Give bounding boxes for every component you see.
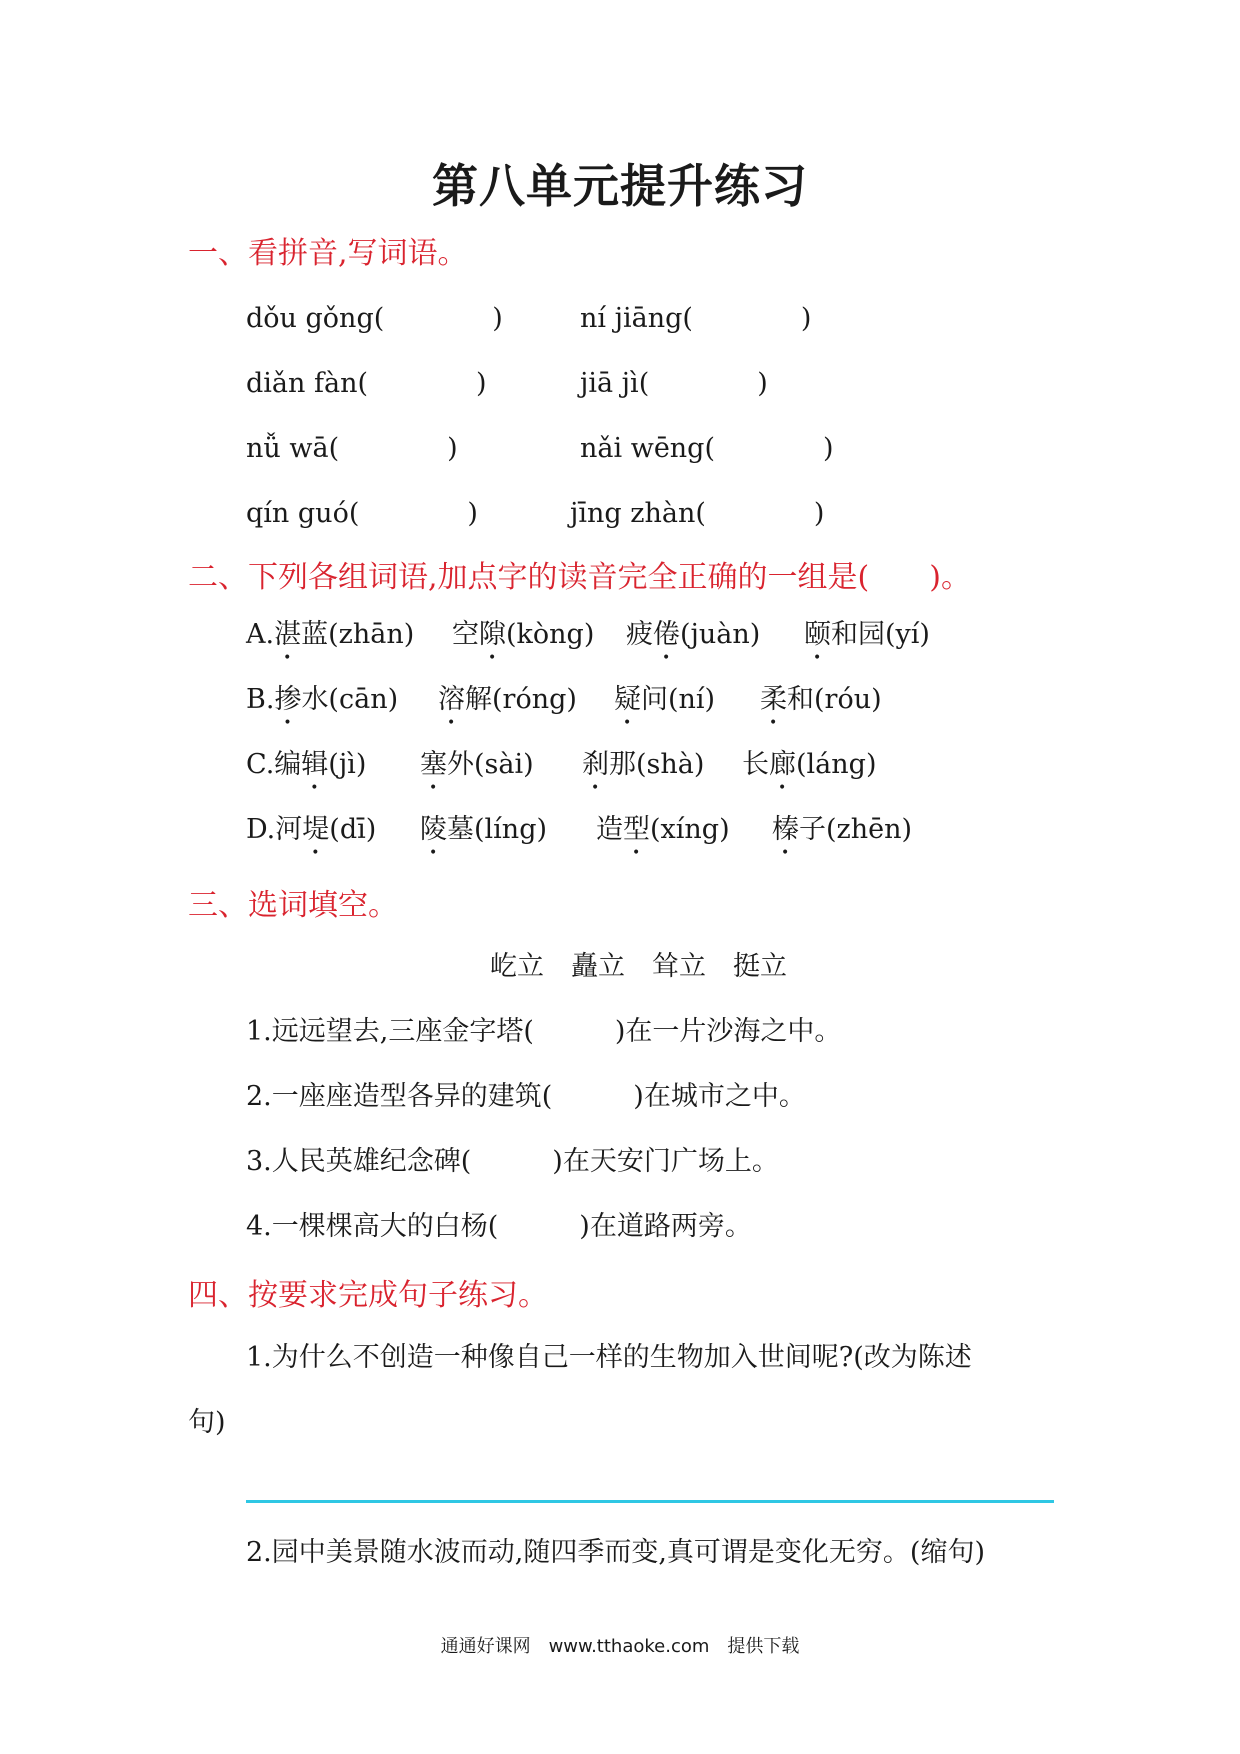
sentence-question-1-cont: 句) xyxy=(188,1407,226,1438)
section-heading-3: 三、选词填空。 xyxy=(188,888,398,923)
section-heading-4: 四、按要求完成句子练习。 xyxy=(188,1278,548,1313)
dotted-char: 湛 xyxy=(274,619,302,650)
word-bank: 屹立 矗立 耸立 挺立 xyxy=(490,951,787,982)
dotted-char: 柔 xyxy=(760,684,787,715)
option-word: 子(zhēn) xyxy=(799,814,913,845)
option-word: 河 xyxy=(275,814,303,845)
option-word: 造 xyxy=(596,814,623,845)
fill-blank-item: 4.一棵棵高大的白杨( )在道路两旁。 xyxy=(246,1211,752,1242)
fill-blank-item: 3.人民英雄纪念碑( )在天安门广场上。 xyxy=(246,1146,779,1177)
option-c-word-2 xyxy=(420,742,534,796)
option-b-word-3 xyxy=(614,677,715,731)
dotted-char: 辑 xyxy=(301,749,329,780)
option-b-word-2 xyxy=(438,677,577,731)
option-c-word-3 xyxy=(582,742,704,796)
option-word: (juàn) xyxy=(680,619,761,650)
option-b-word-4 xyxy=(760,677,882,731)
option-a-word-4 xyxy=(804,612,930,666)
page-title: 第八单元提升练习 xyxy=(432,159,808,213)
option-word: 空 xyxy=(452,619,479,650)
option-a-word-2 xyxy=(452,612,594,666)
section-heading-2: 二、下列各组词语,加点字的读音完全正确的一组是( )。 xyxy=(188,560,971,595)
option-d xyxy=(246,807,376,861)
pinyin-item: qín guó( ) xyxy=(246,498,478,529)
pinyin-item: jiā jì( ) xyxy=(580,368,768,399)
section-heading-1: 一、看拼音,写词语。 xyxy=(188,236,468,271)
fill-blank-item: 1.远远望去,三座金字塔( )在一片沙海之中。 xyxy=(246,1016,842,1047)
option-word: 和(róu) xyxy=(787,684,882,715)
option-word: 那(shà) xyxy=(609,749,705,780)
option-word: 编 xyxy=(274,749,302,780)
pinyin-item: diǎn fàn( ) xyxy=(246,368,487,399)
option-word: 和园(yí) xyxy=(831,619,930,650)
option-word: 墓(líng) xyxy=(447,814,548,845)
option-word: 外(sài) xyxy=(447,749,534,780)
option-word: 长 xyxy=(742,749,769,780)
option-word: (kòng) xyxy=(506,619,595,650)
option-label: C. xyxy=(246,749,275,780)
option-c xyxy=(246,742,366,796)
pinyin-item: ní jiāng( ) xyxy=(580,303,812,334)
footer-credit: 通通好课网 www.tthaoke.com 提供下载 xyxy=(440,1636,800,1657)
option-word: 水(cān) xyxy=(301,684,399,715)
answer-line xyxy=(246,1500,1054,1503)
option-word: 解(róng) xyxy=(465,684,577,715)
dotted-char: 刹 xyxy=(582,749,609,780)
dotted-char: 溶 xyxy=(438,684,465,715)
option-word: 蓝(zhān) xyxy=(301,619,415,650)
option-word: 疲 xyxy=(626,619,653,650)
sentence-question-1: 1.为什么不创造一种像自己一样的生物加入世间呢?(改为陈述 xyxy=(246,1342,972,1373)
dotted-char: 廊 xyxy=(769,749,796,780)
dotted-char: 倦 xyxy=(653,619,680,650)
option-label: D. xyxy=(246,814,276,845)
dotted-char: 型 xyxy=(623,814,650,845)
dotted-char: 陵 xyxy=(420,814,447,845)
option-d-word-2 xyxy=(420,807,547,861)
dotted-char: 隙 xyxy=(479,619,506,650)
dotted-char: 掺 xyxy=(274,684,302,715)
dotted-char: 塞 xyxy=(420,749,447,780)
option-d-word-4 xyxy=(772,807,912,861)
sentence-question-2: 2.园中美景随水波而动,随四季而变,真可谓是变化无穷。(缩句) xyxy=(246,1537,985,1568)
option-word: (dī) xyxy=(329,814,377,845)
dotted-char: 疑 xyxy=(614,684,641,715)
option-word: (jì) xyxy=(328,749,367,780)
pinyin-item: nǎi wēng( ) xyxy=(580,433,834,464)
option-d-word-3 xyxy=(596,807,730,861)
option-label: B. xyxy=(246,684,275,715)
dotted-char: 堤 xyxy=(302,814,330,845)
option-b xyxy=(246,677,398,731)
dotted-char: 颐 xyxy=(804,619,831,650)
pinyin-item: dǒu gǒng( ) xyxy=(246,303,503,334)
fill-blank-item: 2.一座座造型各异的建筑( )在城市之中。 xyxy=(246,1081,806,1112)
option-word: (láng) xyxy=(796,749,877,780)
dotted-char: 榛 xyxy=(772,814,799,845)
option-word: 问(ní) xyxy=(641,684,716,715)
pinyin-item: nǚ wā( ) xyxy=(246,433,458,464)
option-a xyxy=(246,612,414,666)
option-c-word-4 xyxy=(742,742,876,796)
option-label: A. xyxy=(246,619,275,650)
option-word: (xíng) xyxy=(650,814,730,845)
pinyin-item: jīng zhàn( ) xyxy=(570,498,825,529)
option-a-word-3 xyxy=(626,612,760,666)
